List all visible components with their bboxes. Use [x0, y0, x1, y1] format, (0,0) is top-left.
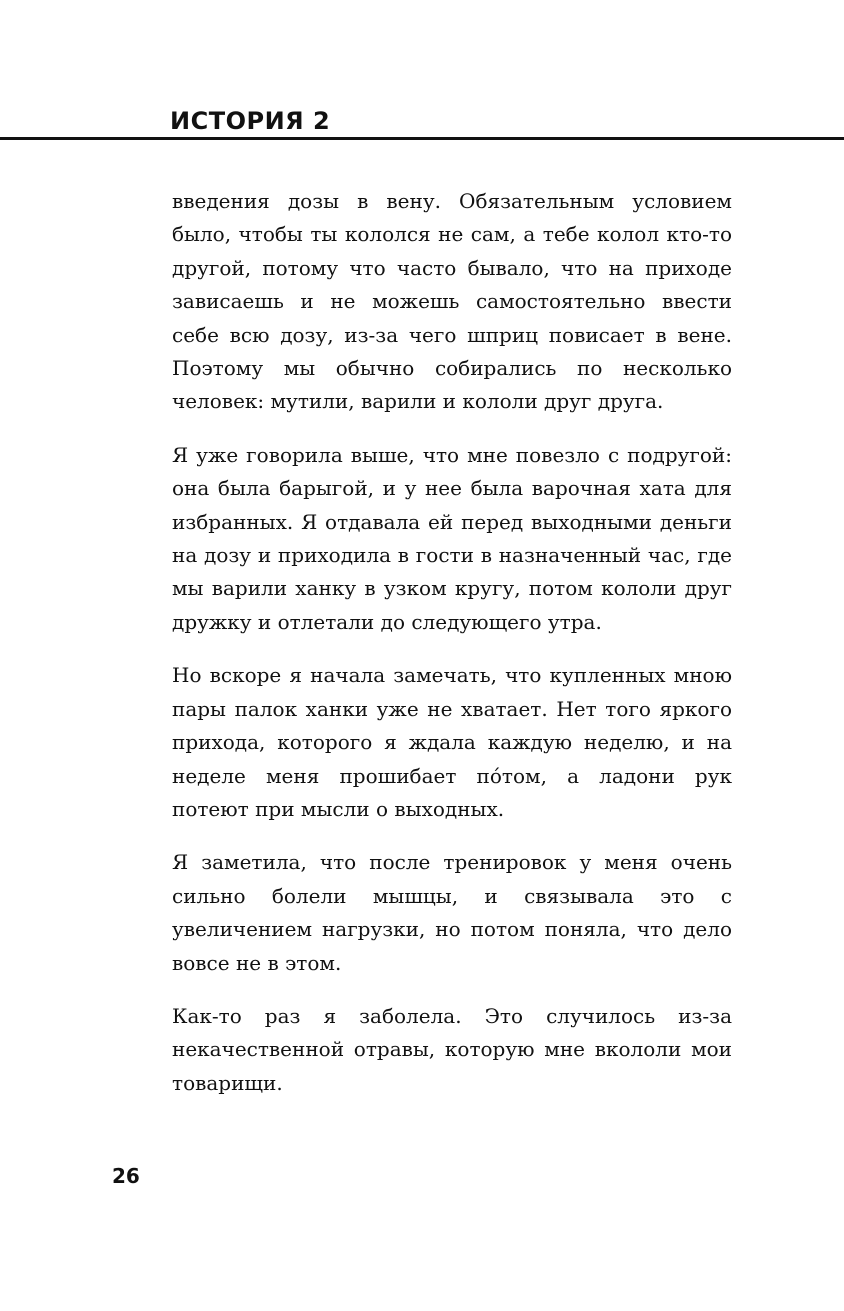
paragraph: Как-то раз я заболела. Это случилось из-за некачественной отравы, которую мне вкололи мои товарищи. — [172, 1003, 732, 1095]
paragraph: Я уже говорила выше, что мне повезло с подругой: она была барыгой, и у нее была варочная хата для избранных. Я отдавала ей перед выходными деньги на дозу и приходила в гости в назначенный час, где мы варили ханку в узком кругу, потом кололи друг дружку и отлетали до следующего утра. — [172, 442, 732, 634]
page-number: 26 — [112, 1164, 140, 1188]
paragraph: введения дозы в вену. Обязательным условием было, чтобы ты кололся не сам, а тебе колол кто-то другой, потому что часто бывало, что на приходе зависаешь и не можешь самостоятельно ввести себе всю дозу, из-за чего шприц повисает в вене. Поэтому мы обычно собирались по несколько человек: мутили, варили и кололи друг друга. — [172, 189, 732, 414]
header-rule — [0, 137, 844, 140]
body-text — [172, 185, 732, 1100]
paragraph: Но вскоре я начала замечать, что купленных мною пары палок ханки уже не хватает. Нет того яркого прихода, которого я ждала каждую неделю, и на неделе меня прошибает по́том, а ладони рук потеют при мысли о выходных. — [172, 663, 732, 821]
paragraph: Я заметила, что после тренировок у меня очень сильно болели мышцы, и связывала это с увеличением нагрузки, но потом поняла, что дело вовсе не в этом. — [172, 850, 732, 975]
running-head: ИСТОРИЯ 2 — [170, 107, 331, 135]
